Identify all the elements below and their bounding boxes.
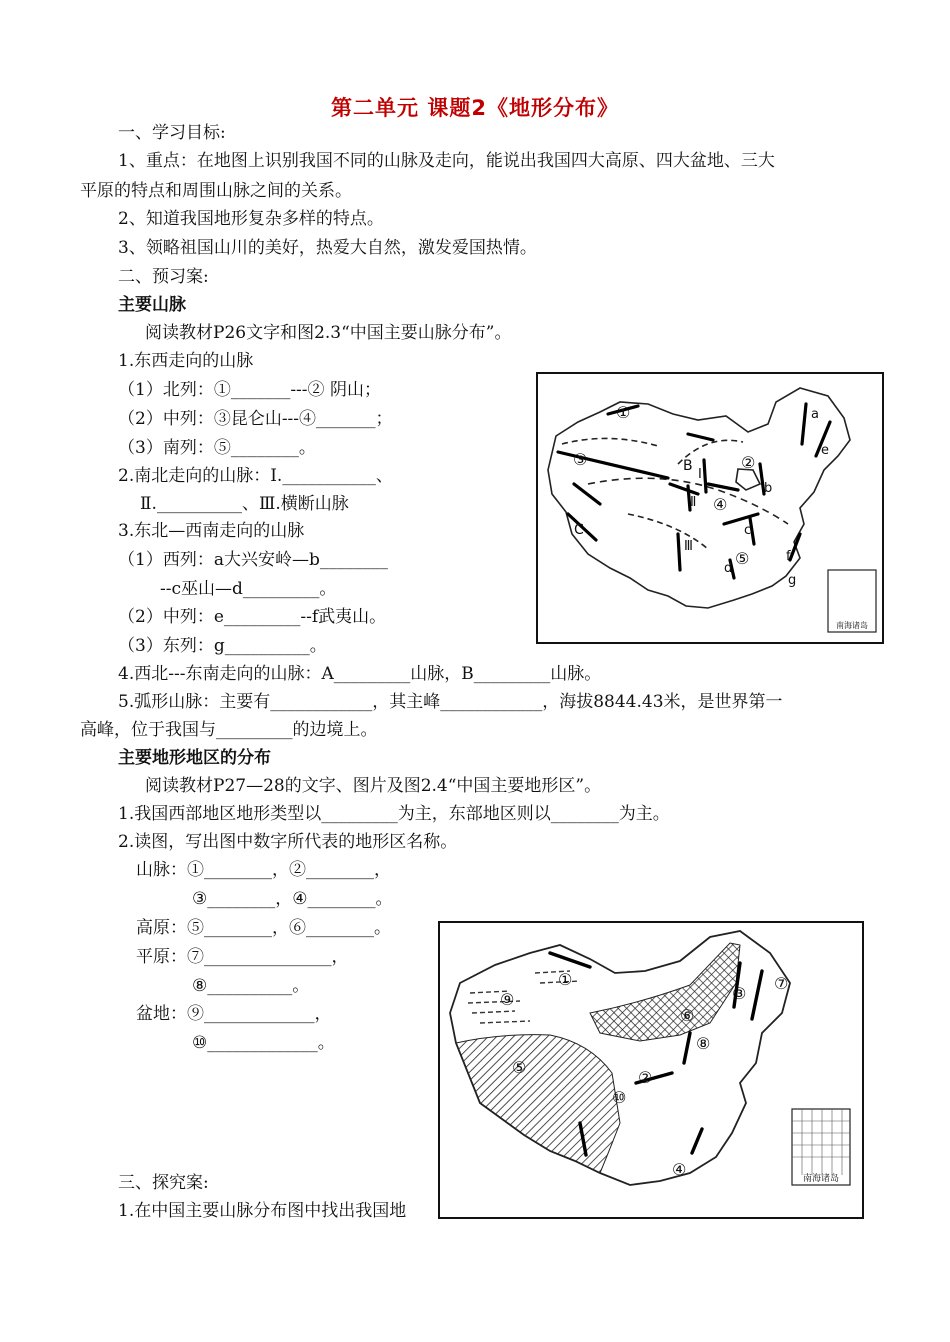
svg-text:④: ④ [713,495,728,514]
svg-text:②: ② [741,453,756,472]
svg-text:⑥: ⑥ [680,1006,695,1025]
range-B [670,484,698,494]
question-1-north: （1）北列：①_______---② 阴山； [118,380,381,400]
landforms-map [438,921,864,1219]
heading-mountains: 主要山脉 [118,295,186,315]
svg-text:⑤: ⑤ [735,549,750,568]
question-5-line-1: 5.弧形山脉：主要有____________，其主峰____________，海拔8844.43米，是世界第一 [118,692,783,712]
basins-answers-2: ⑩_____________。 [192,1033,335,1053]
range-III [678,534,680,570]
inquiry-question-1: 1.在中国主要山脉分布图中找出我国地 [118,1201,407,1221]
plains-answers-2: ⑧__________。 [192,976,310,996]
mountains-answers-1: 山脉：①________，②________， [136,860,391,880]
svg-text:⑩: ⑩ [612,1088,627,1107]
svg-text:d: d [724,561,733,576]
svg-text:⑦: ⑦ [774,974,789,993]
svg-text:①: ① [616,403,631,422]
page-title: 第二单元 课题2《地形分布》 [331,96,619,120]
svg-text:②: ② [638,1068,653,1087]
svg-text:f: f [786,549,791,564]
question-3-east: （3）东列：g__________。 [118,636,327,656]
section-objectives: 一、学习目标: [118,123,226,143]
svg-text:⑧: ⑧ [696,1034,711,1053]
svg-text:B: B [683,458,693,474]
basins-answers-1: 盆地：⑨_____________， [136,1004,332,1024]
svg-text:③: ③ [732,984,747,1003]
goal-1-line-2: 平原的特点和周围山脉之间的关系。 [80,181,352,201]
question-4: 4.西北---东南走向的山脉：A_________山脉，B_________山脉。 [118,664,602,684]
mountains-map-graphic [538,374,882,642]
question-5-line-2: 高峰，位于我国与_________的边境上。 [80,720,378,740]
svg-text:c: c [744,523,752,538]
svg-text:③: ③ [573,450,588,469]
question-3: 3.东北—西南走向的山脉 [118,521,305,541]
range-A [574,484,600,504]
question-3-west-2: --c巫山—d_________。 [160,579,337,599]
question-2-line-1: 2.南北走向的山脉：Ⅰ.___________、 [118,466,393,486]
svg-text:C: C [574,522,584,538]
landforms-map-graphic [440,923,862,1217]
svg-text:Ⅱ: Ⅱ [690,495,697,510]
range-a [802,404,806,444]
goal-2: 2、知道我国地形复杂多样的特点。 [118,209,384,229]
svg-text:⑤: ⑤ [512,1058,527,1077]
range-I [704,460,706,492]
range-2 [688,434,713,440]
plains-answers-1: 平原：⑦_______________， [136,947,349,967]
mountains-map [536,372,884,644]
svg-text:e: e [821,443,829,458]
heading-landform-regions: 主要地形地区的分布 [118,748,271,768]
question-1-middle: （2）中列：③昆仑山---④_______； [118,409,393,429]
reading-instruction-1: 阅读教材P26文字和图2.3“中国主要山脉分布”。 [145,323,512,343]
range-4 [708,484,738,490]
question-1: 1.东西走向的山脉 [118,351,254,371]
plateaus-answers: 高原：⑤________，⑥________。 [136,918,391,938]
section-inquiry: 三、探究案: [118,1173,209,1193]
range-5 [724,514,758,524]
section-preview: 二、预习案: [118,267,209,287]
question-2-line-2: Ⅱ.__________、Ⅲ.横断山脉 [140,494,349,514]
inset-label-1: 南海诸岛 [836,621,868,630]
plateau-5 [456,1035,620,1173]
question-3-middle: （2）中列：e_________--f武夷山。 [118,607,387,627]
inset-label-2: 南海诸岛 [802,1174,840,1184]
question-3-west-1: （1）西列：a大兴安岭—b________ [118,550,388,570]
svg-text:④: ④ [672,1160,687,1179]
svg-text:⑨: ⑨ [500,990,515,1009]
goal-3: 3、领略祖国山川的美好，热爱大自然，激发爱国热情。 [118,238,537,258]
svg-text:b: b [764,481,773,496]
preview-question-2: 2.读图，写出图中数字所代表的地形区名称。 [118,832,458,852]
goal-1-line-1: 1、重点：在地图上识别我国不同的山脉及走向，能说出我国四大高原、四大盆地、三大 [118,151,775,171]
preview-question-1: 1.我国西部地区地形类型以_________为主，东部地区则以________为主。 [118,804,670,824]
reading-instruction-2: 阅读教材P27—28的文字、图片及图2.4“中国主要地形区”。 [145,776,602,796]
svg-text:Ⅰ: Ⅰ [698,467,702,482]
svg-text:g: g [788,573,797,588]
svg-text:a: a [811,407,819,422]
mountains-answers-2: ③________，④________。 [192,889,393,909]
svg-text:①: ① [558,970,573,989]
svg-text:Ⅲ: Ⅲ [684,539,693,554]
question-1-south: （3）南列：⑤________。 [118,438,316,458]
